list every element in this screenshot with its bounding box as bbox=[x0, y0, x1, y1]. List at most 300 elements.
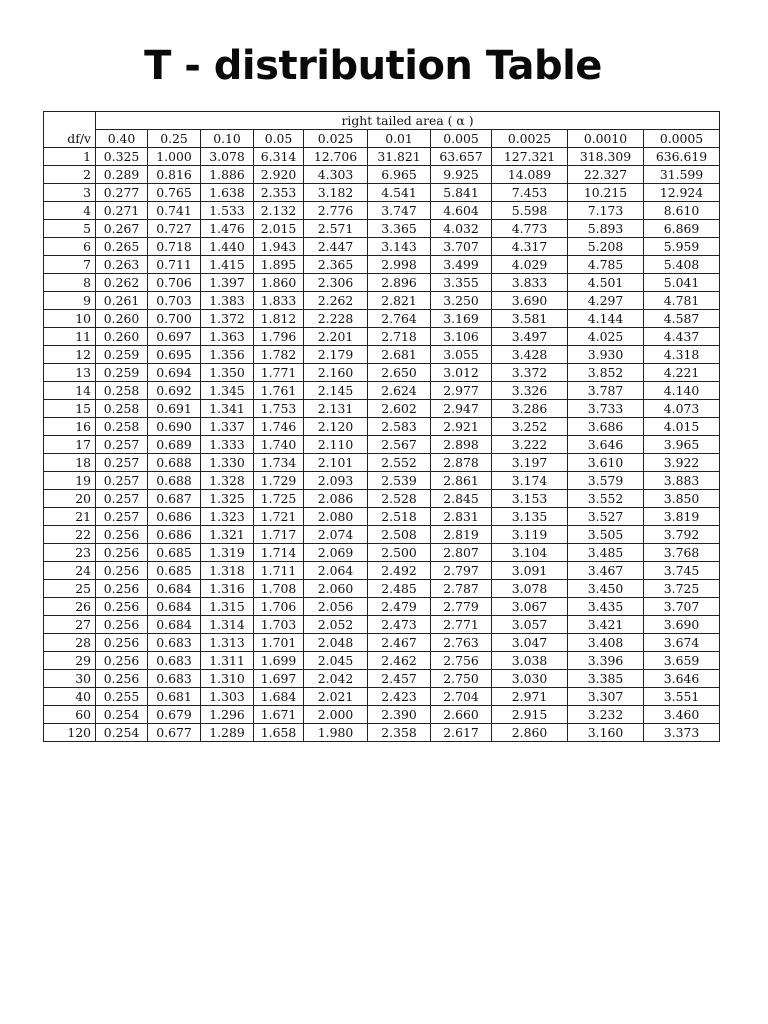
critical-value-cell: 2.681 bbox=[368, 346, 431, 364]
critical-value-cell: 1.684 bbox=[254, 688, 304, 706]
critical-value-cell: 2.797 bbox=[431, 562, 492, 580]
critical-value-cell: 4.029 bbox=[492, 256, 568, 274]
table-row bbox=[44, 292, 720, 310]
critical-value-cell: 3.365 bbox=[368, 220, 431, 238]
critical-value-cell: 2.660 bbox=[431, 706, 492, 724]
critical-value-cell: 1.345 bbox=[201, 382, 254, 400]
critical-value-cell: 31.599 bbox=[644, 166, 720, 184]
critical-value-cell: 1.638 bbox=[201, 184, 254, 202]
critical-value-cell: 0.718 bbox=[148, 238, 201, 256]
critical-value-cell: 2.064 bbox=[304, 562, 368, 580]
critical-value-cell: 1.289 bbox=[201, 724, 254, 742]
table-row bbox=[44, 562, 720, 580]
critical-value-cell: 2.898 bbox=[431, 436, 492, 454]
critical-value-cell: 1.708 bbox=[254, 580, 304, 598]
critical-value-cell: 0.262 bbox=[96, 274, 148, 292]
critical-value-cell: 3.707 bbox=[431, 238, 492, 256]
critical-value-cell: 7.173 bbox=[568, 202, 644, 220]
critical-value-cell: 3.499 bbox=[431, 256, 492, 274]
critical-value-cell: 0.265 bbox=[96, 238, 148, 256]
critical-value-cell: 3.252 bbox=[492, 418, 568, 436]
critical-value-cell: 2.921 bbox=[431, 418, 492, 436]
critical-value-cell: 2.750 bbox=[431, 670, 492, 688]
critical-value-cell: 3.690 bbox=[644, 616, 720, 634]
critical-value-cell: 0.727 bbox=[148, 220, 201, 238]
critical-value-cell: 0.257 bbox=[96, 472, 148, 490]
critical-value-cell: 2.101 bbox=[304, 454, 368, 472]
critical-value-cell: 0.688 bbox=[148, 472, 201, 490]
critical-value-cell: 2.132 bbox=[254, 202, 304, 220]
critical-value-cell: 1.314 bbox=[201, 616, 254, 634]
df-cell: 10 bbox=[44, 310, 96, 328]
alpha-header-cell: 0.40 bbox=[96, 130, 148, 148]
table-row bbox=[44, 652, 720, 670]
critical-value-cell: 2.052 bbox=[304, 616, 368, 634]
critical-value-cell: 0.816 bbox=[148, 166, 201, 184]
critical-value-cell: 3.485 bbox=[568, 544, 644, 562]
critical-value-cell: 2.015 bbox=[254, 220, 304, 238]
critical-value-cell: 1.476 bbox=[201, 220, 254, 238]
critical-value-cell: 14.089 bbox=[492, 166, 568, 184]
critical-value-cell: 1.321 bbox=[201, 526, 254, 544]
critical-value-cell: 4.140 bbox=[644, 382, 720, 400]
critical-value-cell: 2.074 bbox=[304, 526, 368, 544]
df-cell: 17 bbox=[44, 436, 96, 454]
critical-value-cell: 0.687 bbox=[148, 490, 201, 508]
critical-value-cell: 2.947 bbox=[431, 400, 492, 418]
table-row bbox=[44, 328, 720, 346]
critical-value-cell: 2.819 bbox=[431, 526, 492, 544]
critical-value-cell: 1.812 bbox=[254, 310, 304, 328]
df-cell: 28 bbox=[44, 634, 96, 652]
critical-value-cell: 0.261 bbox=[96, 292, 148, 310]
df-cell: 26 bbox=[44, 598, 96, 616]
alpha-header-cell: 0.10 bbox=[201, 130, 254, 148]
critical-value-cell: 1.363 bbox=[201, 328, 254, 346]
critical-value-cell: 2.860 bbox=[492, 724, 568, 742]
critical-value-cell: 3.160 bbox=[568, 724, 644, 742]
df-cell: 13 bbox=[44, 364, 96, 382]
critical-value-cell: 2.831 bbox=[431, 508, 492, 526]
df-cell: 15 bbox=[44, 400, 96, 418]
df-header: df/v bbox=[44, 130, 96, 148]
page-title: T - distribution Table bbox=[144, 43, 602, 89]
critical-value-cell: 1.319 bbox=[201, 544, 254, 562]
critical-value-cell: 1.303 bbox=[201, 688, 254, 706]
critical-value-cell: 3.119 bbox=[492, 526, 568, 544]
critical-value-cell: 3.460 bbox=[644, 706, 720, 724]
critical-value-cell: 4.604 bbox=[431, 202, 492, 220]
critical-value-cell: 3.747 bbox=[368, 202, 431, 220]
critical-value-cell: 3.467 bbox=[568, 562, 644, 580]
critical-value-cell: 3.326 bbox=[492, 382, 568, 400]
critical-value-cell: 1.337 bbox=[201, 418, 254, 436]
critical-value-cell: 4.317 bbox=[492, 238, 568, 256]
critical-value-cell: 3.659 bbox=[644, 652, 720, 670]
critical-value-cell: 4.785 bbox=[568, 256, 644, 274]
critical-value-cell: 2.056 bbox=[304, 598, 368, 616]
critical-value-cell: 4.781 bbox=[644, 292, 720, 310]
critical-value-cell: 1.697 bbox=[254, 670, 304, 688]
critical-value-cell: 2.624 bbox=[368, 382, 431, 400]
alpha-header-cell: 0.0005 bbox=[644, 130, 720, 148]
alpha-header-row bbox=[44, 130, 720, 148]
critical-value-cell: 318.309 bbox=[568, 148, 644, 166]
critical-value-cell: 3.091 bbox=[492, 562, 568, 580]
critical-value-cell: 1.315 bbox=[201, 598, 254, 616]
critical-value-cell: 3.153 bbox=[492, 490, 568, 508]
critical-value-cell: 4.032 bbox=[431, 220, 492, 238]
table-row bbox=[44, 274, 720, 292]
df-cell: 25 bbox=[44, 580, 96, 598]
critical-value-cell: 0.277 bbox=[96, 184, 148, 202]
critical-value-cell: 1.746 bbox=[254, 418, 304, 436]
critical-value-cell: 0.258 bbox=[96, 400, 148, 418]
critical-value-cell: 2.485 bbox=[368, 580, 431, 598]
table-row bbox=[44, 472, 720, 490]
critical-value-cell: 1.833 bbox=[254, 292, 304, 310]
df-cell: 22 bbox=[44, 526, 96, 544]
table-row bbox=[44, 454, 720, 472]
critical-value-cell: 4.073 bbox=[644, 400, 720, 418]
critical-value-cell: 0.267 bbox=[96, 220, 148, 238]
critical-value-cell: 1.313 bbox=[201, 634, 254, 652]
critical-value-cell: 2.500 bbox=[368, 544, 431, 562]
critical-value-cell: 0.256 bbox=[96, 670, 148, 688]
critical-value-cell: 1.699 bbox=[254, 652, 304, 670]
table-row bbox=[44, 346, 720, 364]
critical-value-cell: 4.025 bbox=[568, 328, 644, 346]
critical-value-cell: 0.703 bbox=[148, 292, 201, 310]
critical-value-cell: 1.714 bbox=[254, 544, 304, 562]
critical-value-cell: 636.619 bbox=[644, 148, 720, 166]
critical-value-cell: 3.768 bbox=[644, 544, 720, 562]
critical-value-cell: 2.518 bbox=[368, 508, 431, 526]
critical-value-cell: 2.447 bbox=[304, 238, 368, 256]
critical-value-cell: 2.571 bbox=[304, 220, 368, 238]
critical-value-cell: 2.423 bbox=[368, 688, 431, 706]
df-cell: 16 bbox=[44, 418, 96, 436]
critical-value-cell: 0.683 bbox=[148, 634, 201, 652]
critical-value-cell: 1.372 bbox=[201, 310, 254, 328]
critical-value-cell: 1.350 bbox=[201, 364, 254, 382]
df-cell: 19 bbox=[44, 472, 96, 490]
critical-value-cell: 0.741 bbox=[148, 202, 201, 220]
critical-value-cell: 1.323 bbox=[201, 508, 254, 526]
critical-value-cell: 0.765 bbox=[148, 184, 201, 202]
critical-value-cell: 1.725 bbox=[254, 490, 304, 508]
critical-value-cell: 2.567 bbox=[368, 436, 431, 454]
critical-value-cell: 0.260 bbox=[96, 310, 148, 328]
critical-value-cell: 0.259 bbox=[96, 364, 148, 382]
critical-value-cell: 1.311 bbox=[201, 652, 254, 670]
critical-value-cell: 4.437 bbox=[644, 328, 720, 346]
critical-value-cell: 2.650 bbox=[368, 364, 431, 382]
table-row bbox=[44, 202, 720, 220]
critical-value-cell: 3.852 bbox=[568, 364, 644, 382]
critical-value-cell: 5.208 bbox=[568, 238, 644, 256]
alpha-header-cell: 0.05 bbox=[254, 130, 304, 148]
df-cell: 7 bbox=[44, 256, 96, 274]
critical-value-cell: 1.296 bbox=[201, 706, 254, 724]
df-cell: 1 bbox=[44, 148, 96, 166]
critical-value-cell: 0.254 bbox=[96, 724, 148, 742]
table-row bbox=[44, 580, 720, 598]
critical-value-cell: 1.703 bbox=[254, 616, 304, 634]
critical-value-cell: 1.734 bbox=[254, 454, 304, 472]
critical-value-cell: 0.289 bbox=[96, 166, 148, 184]
critical-value-cell: 1.318 bbox=[201, 562, 254, 580]
critical-value-cell: 3.197 bbox=[492, 454, 568, 472]
critical-value-cell: 0.690 bbox=[148, 418, 201, 436]
critical-value-cell: 1.440 bbox=[201, 238, 254, 256]
critical-value-cell: 2.228 bbox=[304, 310, 368, 328]
table-row bbox=[44, 490, 720, 508]
critical-value-cell: 1.860 bbox=[254, 274, 304, 292]
df-cell: 3 bbox=[44, 184, 96, 202]
critical-value-cell: 3.922 bbox=[644, 454, 720, 472]
critical-value-cell: 0.683 bbox=[148, 670, 201, 688]
df-cell: 40 bbox=[44, 688, 96, 706]
critical-value-cell: 0.257 bbox=[96, 454, 148, 472]
table-row bbox=[44, 688, 720, 706]
critical-value-cell: 1.711 bbox=[254, 562, 304, 580]
critical-value-cell: 0.684 bbox=[148, 616, 201, 634]
critical-value-cell: 2.583 bbox=[368, 418, 431, 436]
critical-value-cell: 3.686 bbox=[568, 418, 644, 436]
critical-value-cell: 0.256 bbox=[96, 562, 148, 580]
critical-value-cell: 0.679 bbox=[148, 706, 201, 724]
critical-value-cell: 2.160 bbox=[304, 364, 368, 382]
table-row bbox=[44, 544, 720, 562]
critical-value-cell: 2.479 bbox=[368, 598, 431, 616]
alpha-header-cell: 0.01 bbox=[368, 130, 431, 148]
critical-value-cell: 22.327 bbox=[568, 166, 644, 184]
critical-value-cell: 2.787 bbox=[431, 580, 492, 598]
critical-value-cell: 3.047 bbox=[492, 634, 568, 652]
df-cell: 5 bbox=[44, 220, 96, 238]
critical-value-cell: 0.256 bbox=[96, 616, 148, 634]
critical-value-cell: 0.688 bbox=[148, 454, 201, 472]
critical-value-cell: 2.069 bbox=[304, 544, 368, 562]
critical-value-cell: 1.000 bbox=[148, 148, 201, 166]
critical-value-cell: 1.761 bbox=[254, 382, 304, 400]
critical-value-cell: 0.256 bbox=[96, 652, 148, 670]
critical-value-cell: 3.690 bbox=[492, 292, 568, 310]
critical-value-cell: 4.318 bbox=[644, 346, 720, 364]
critical-value-cell: 1.943 bbox=[254, 238, 304, 256]
critical-value-cell: 2.998 bbox=[368, 256, 431, 274]
critical-value-cell: 12.924 bbox=[644, 184, 720, 202]
critical-value-cell: 1.671 bbox=[254, 706, 304, 724]
critical-value-cell: 3.385 bbox=[568, 670, 644, 688]
df-cell: 8 bbox=[44, 274, 96, 292]
critical-value-cell: 12.706 bbox=[304, 148, 368, 166]
critical-value-cell: 2.060 bbox=[304, 580, 368, 598]
critical-value-cell: 0.684 bbox=[148, 580, 201, 598]
critical-value-cell: 2.617 bbox=[431, 724, 492, 742]
critical-value-cell: 3.965 bbox=[644, 436, 720, 454]
critical-value-cell: 0.256 bbox=[96, 634, 148, 652]
critical-value-cell: 3.222 bbox=[492, 436, 568, 454]
critical-value-cell: 0.258 bbox=[96, 382, 148, 400]
df-cell: 27 bbox=[44, 616, 96, 634]
critical-value-cell: 2.977 bbox=[431, 382, 492, 400]
critical-value-cell: 3.106 bbox=[431, 328, 492, 346]
table-row bbox=[44, 436, 720, 454]
table-row bbox=[44, 256, 720, 274]
critical-value-cell: 2.365 bbox=[304, 256, 368, 274]
critical-value-cell: 3.850 bbox=[644, 490, 720, 508]
critical-value-cell: 2.179 bbox=[304, 346, 368, 364]
critical-value-cell: 0.691 bbox=[148, 400, 201, 418]
critical-value-cell: 3.232 bbox=[568, 706, 644, 724]
critical-value-cell: 0.260 bbox=[96, 328, 148, 346]
critical-value-cell: 2.306 bbox=[304, 274, 368, 292]
table-row bbox=[44, 706, 720, 724]
critical-value-cell: 3.552 bbox=[568, 490, 644, 508]
critical-value-cell: 2.704 bbox=[431, 688, 492, 706]
critical-value-cell: 3.286 bbox=[492, 400, 568, 418]
critical-value-cell: 0.257 bbox=[96, 436, 148, 454]
critical-value-cell: 9.925 bbox=[431, 166, 492, 184]
critical-value-cell: 2.042 bbox=[304, 670, 368, 688]
critical-value-cell: 127.321 bbox=[492, 148, 568, 166]
df-cell: 21 bbox=[44, 508, 96, 526]
critical-value-cell: 3.505 bbox=[568, 526, 644, 544]
critical-value-cell: 3.497 bbox=[492, 328, 568, 346]
critical-value-cell: 1.796 bbox=[254, 328, 304, 346]
critical-value-cell: 1.706 bbox=[254, 598, 304, 616]
critical-value-cell: 0.684 bbox=[148, 598, 201, 616]
critical-value-cell: 5.598 bbox=[492, 202, 568, 220]
t-distribution-table bbox=[43, 111, 720, 742]
df-cell: 18 bbox=[44, 454, 96, 472]
critical-value-cell: 0.256 bbox=[96, 544, 148, 562]
critical-value-cell: 2.971 bbox=[492, 688, 568, 706]
critical-value-cell: 3.169 bbox=[431, 310, 492, 328]
critical-value-cell: 1.415 bbox=[201, 256, 254, 274]
critical-value-cell: 4.773 bbox=[492, 220, 568, 238]
critical-value-cell: 4.501 bbox=[568, 274, 644, 292]
critical-value-cell: 0.677 bbox=[148, 724, 201, 742]
critical-value-cell: 0.255 bbox=[96, 688, 148, 706]
critical-value-cell: 4.297 bbox=[568, 292, 644, 310]
critical-value-cell: 3.707 bbox=[644, 598, 720, 616]
critical-value-cell: 3.307 bbox=[568, 688, 644, 706]
critical-value-cell: 2.920 bbox=[254, 166, 304, 184]
critical-value-cell: 0.681 bbox=[148, 688, 201, 706]
critical-value-cell: 0.686 bbox=[148, 508, 201, 526]
critical-value-cell: 1.341 bbox=[201, 400, 254, 418]
table-row bbox=[44, 418, 720, 436]
critical-value-cell: 3.104 bbox=[492, 544, 568, 562]
critical-value-cell: 2.539 bbox=[368, 472, 431, 490]
df-cell: 6 bbox=[44, 238, 96, 256]
critical-value-cell: 1.753 bbox=[254, 400, 304, 418]
critical-value-cell: 3.579 bbox=[568, 472, 644, 490]
critical-value-cell: 3.581 bbox=[492, 310, 568, 328]
table-row bbox=[44, 616, 720, 634]
critical-value-cell: 1.980 bbox=[304, 724, 368, 742]
critical-value-cell: 1.771 bbox=[254, 364, 304, 382]
critical-value-cell: 2.120 bbox=[304, 418, 368, 436]
alpha-header-cell: 0.0010 bbox=[568, 130, 644, 148]
table-row bbox=[44, 724, 720, 742]
critical-value-cell: 2.048 bbox=[304, 634, 368, 652]
critical-value-cell: 1.356 bbox=[201, 346, 254, 364]
critical-value-cell: 3.787 bbox=[568, 382, 644, 400]
table-body bbox=[44, 148, 720, 742]
critical-value-cell: 3.012 bbox=[431, 364, 492, 382]
df-cell: 23 bbox=[44, 544, 96, 562]
critical-value-cell: 4.541 bbox=[368, 184, 431, 202]
critical-value-cell: 2.390 bbox=[368, 706, 431, 724]
critical-value-cell: 3.421 bbox=[568, 616, 644, 634]
critical-value-cell: 31.821 bbox=[368, 148, 431, 166]
table-row bbox=[44, 220, 720, 238]
critical-value-cell: 2.045 bbox=[304, 652, 368, 670]
critical-value-cell: 2.021 bbox=[304, 688, 368, 706]
critical-value-cell: 2.462 bbox=[368, 652, 431, 670]
critical-value-cell: 3.551 bbox=[644, 688, 720, 706]
critical-value-cell: 0.271 bbox=[96, 202, 148, 220]
critical-value-cell: 2.552 bbox=[368, 454, 431, 472]
critical-value-cell: 5.841 bbox=[431, 184, 492, 202]
critical-value-cell: 1.397 bbox=[201, 274, 254, 292]
critical-value-cell: 63.657 bbox=[431, 148, 492, 166]
header-corner bbox=[44, 112, 96, 130]
critical-value-cell: 3.792 bbox=[644, 526, 720, 544]
critical-value-cell: 2.718 bbox=[368, 328, 431, 346]
critical-value-cell: 2.508 bbox=[368, 526, 431, 544]
critical-value-cell: 1.533 bbox=[201, 202, 254, 220]
critical-value-cell: 3.373 bbox=[644, 724, 720, 742]
critical-value-cell: 2.145 bbox=[304, 382, 368, 400]
df-cell: 9 bbox=[44, 292, 96, 310]
critical-value-cell: 1.729 bbox=[254, 472, 304, 490]
critical-value-cell: 8.610 bbox=[644, 202, 720, 220]
table-header bbox=[44, 112, 720, 148]
critical-value-cell: 1.316 bbox=[201, 580, 254, 598]
critical-value-cell: 2.771 bbox=[431, 616, 492, 634]
critical-value-cell: 1.310 bbox=[201, 670, 254, 688]
critical-value-cell: 3.372 bbox=[492, 364, 568, 382]
table-row bbox=[44, 526, 720, 544]
table-row bbox=[44, 310, 720, 328]
critical-value-cell: 6.965 bbox=[368, 166, 431, 184]
critical-value-cell: 4.587 bbox=[644, 310, 720, 328]
critical-value-cell: 1.782 bbox=[254, 346, 304, 364]
alpha-header-cell: 0.0025 bbox=[492, 130, 568, 148]
critical-value-cell: 3.819 bbox=[644, 508, 720, 526]
critical-value-cell: 6.314 bbox=[254, 148, 304, 166]
critical-value-cell: 4.221 bbox=[644, 364, 720, 382]
critical-value-cell: 2.093 bbox=[304, 472, 368, 490]
critical-value-cell: 0.259 bbox=[96, 346, 148, 364]
critical-value-cell: 3.733 bbox=[568, 400, 644, 418]
critical-value-cell: 1.328 bbox=[201, 472, 254, 490]
critical-value-cell: 2.763 bbox=[431, 634, 492, 652]
critical-value-cell: 0.254 bbox=[96, 706, 148, 724]
critical-value-cell: 2.000 bbox=[304, 706, 368, 724]
critical-value-cell: 2.467 bbox=[368, 634, 431, 652]
critical-value-cell: 3.078 bbox=[201, 148, 254, 166]
critical-value-cell: 1.886 bbox=[201, 166, 254, 184]
critical-value-cell: 0.706 bbox=[148, 274, 201, 292]
critical-value-cell: 3.078 bbox=[492, 580, 568, 598]
right-tailed-area-header: right tailed area ( α ) bbox=[96, 112, 720, 130]
